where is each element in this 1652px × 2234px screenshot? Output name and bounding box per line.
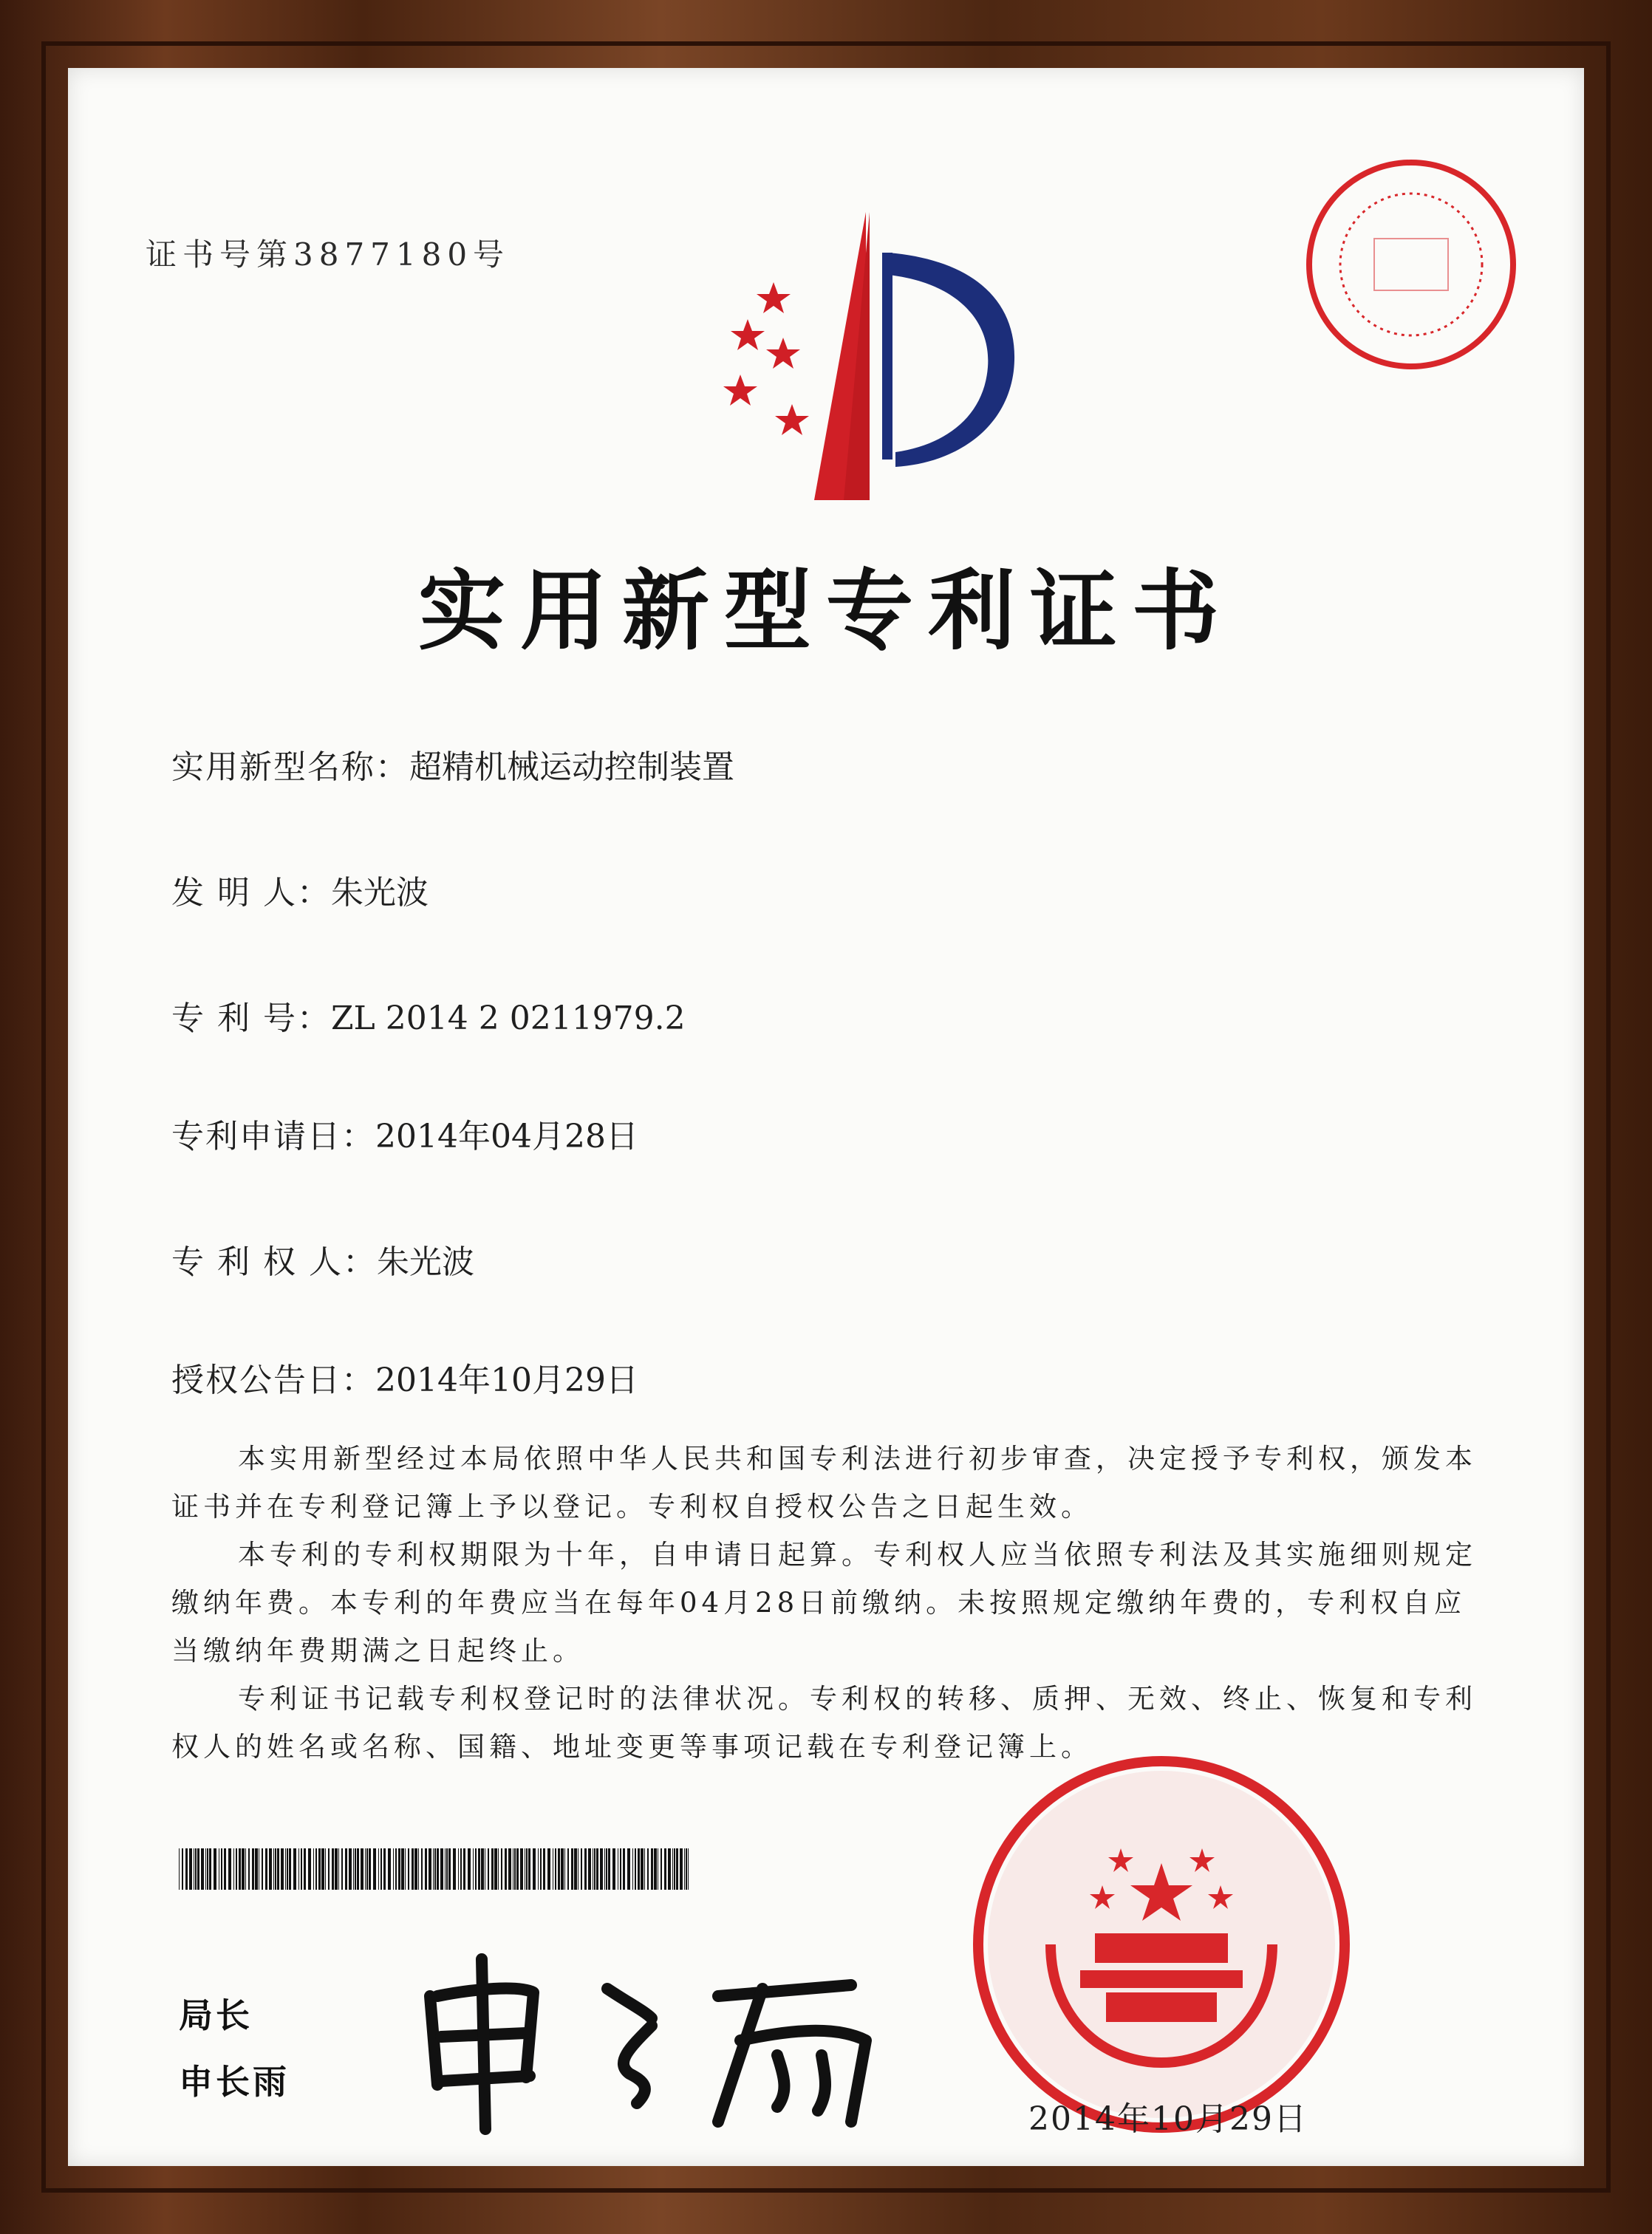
body-paragraph-3: 专利证书记载专利权登记时的法律状况。专利权的转移、质押、无效、终止、恢复和专利权人的姓名或名称、国籍、地址变更等事项记载在专利登记簿上。 <box>171 1683 1477 1763</box>
body-paragraph-1: 本实用新型经过本局依照中华人民共和国专利法进行初步审查，决定授予专利权，颁发本证书并在专利登记簿上予以登记。专利权自授权公告之日起生效。 <box>171 1443 1477 1523</box>
handwritten-signature <box>408 1944 940 2136</box>
name-value: 超精机械运动控制装置 <box>409 748 734 786</box>
certificate-number: 证书号第3877180号 <box>146 236 511 273</box>
grant-date-value: 2014年10月29日 <box>375 1362 638 1399</box>
name-label: 实用新型名称： <box>171 748 409 786</box>
field-filing-date <box>171 1110 638 1157</box>
field-patentee <box>171 1235 474 1282</box>
filing-date-value: 2014年04月28日 <box>375 1118 638 1155</box>
state-ip-office-seal <box>969 1752 1354 2136</box>
field-utility-model-name <box>171 740 734 788</box>
filing-date-label: 专利申请日： <box>171 1118 375 1155</box>
certificate-title: 实用新型专利证书 <box>417 560 1234 662</box>
inventor-value: 朱光波 <box>330 874 429 912</box>
field-inventor <box>171 866 429 913</box>
patentee-label: 专 利 权 人： <box>171 1243 377 1281</box>
director-name: 申长雨 <box>179 2062 290 2102</box>
seal-date: 2014年10月29日 <box>1028 2100 1308 2138</box>
director-title: 局长 <box>179 1995 253 2035</box>
patent-number-value: ZL 2014 2 0211979.2 <box>330 1000 686 1037</box>
barcode <box>179 1848 689 1890</box>
patentee-value: 朱光波 <box>376 1243 474 1281</box>
body-paragraph-2: 本专利的专利权期限为十年，自申请日起算。专利权人应当依照专利法及其实施细则规定缴纳年费。本专利的年费应当在每年04月28日前缴纳。未按照规定缴纳年费的，专利权自应当缴纳年费期满之日起终止。 <box>171 1539 1477 1667</box>
field-patent-number <box>171 991 686 1039</box>
grant-date-label: 授权公告日： <box>171 1362 375 1399</box>
tax-stamp-seal <box>1300 154 1522 375</box>
certificate-body <box>171 1435 1487 1771</box>
inventor-label: 发 明 人： <box>171 874 331 912</box>
field-grant-date <box>171 1353 638 1401</box>
patent-number-label: 专 利 号： <box>171 1000 331 1037</box>
certificate-page <box>68 68 1584 2166</box>
patent-office-emblem <box>711 208 1036 504</box>
